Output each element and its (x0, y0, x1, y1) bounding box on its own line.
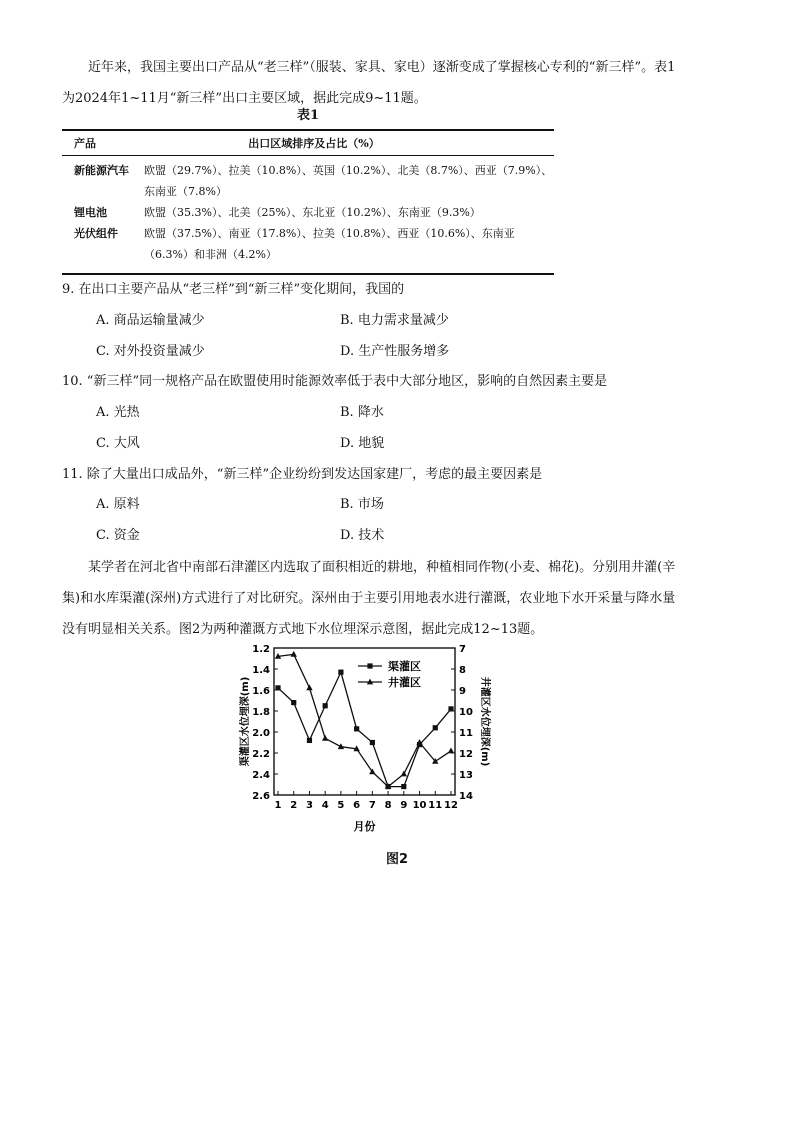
x-tick-label: 10 (412, 800, 427, 811)
left-tick-label: 1.8 (252, 707, 270, 718)
study-paragraph: 某学者在河北省中南部石津灌区内选取了面积相近的耕地，种植相同作物(小麦、棉花)。分别用井灌(辛集)和水库渠灌(深州)方式进行了对比研究。深州由于主要引用地表水进行灌溉，农业地下水开采量与降水量没有明显相关关系。图2为两种灌溉方式地下水位埋深示意图，据此完成12~13题。 (62, 560, 676, 637)
square-point (323, 703, 328, 708)
row-product: 新能源汽车 (74, 164, 129, 177)
legend-label: 渠灌区 (388, 660, 421, 673)
table-row (62, 223, 554, 265)
left-tick-label: 2.0 (252, 728, 270, 739)
triangle-point (448, 748, 454, 754)
q11-option-d[interactable]: D. 技术 (340, 528, 385, 543)
square-point (291, 700, 296, 705)
legend-square-marker (367, 663, 372, 668)
left-tick-label: 2.2 (252, 749, 270, 760)
right-ticks (451, 644, 473, 802)
x-tick-label: 12 (444, 800, 458, 811)
square-point (307, 738, 312, 743)
square-point (338, 670, 343, 675)
row-regions: 欧盟（35.3%）、北美（25%）、东北亚（10.2%）、东南亚（9.3%） (144, 206, 481, 219)
left-tick-label: 1.4 (252, 665, 270, 676)
square-point (448, 706, 453, 711)
x-tick-label: 6 (353, 800, 361, 811)
series-line-1 (278, 672, 451, 786)
x-tick-label: 7 (368, 800, 376, 811)
triangle-point (306, 685, 312, 691)
header-regions: 出口区域排序及占比（%） (248, 137, 380, 150)
right-tick-label: 11 (459, 728, 473, 739)
left-axis-label: 渠灌区水位埋深(m) (240, 676, 251, 767)
row-regions: 欧盟（29.7%）、拉美（10.8%）、英国（10.2%）、北美（8.7%）、西亚（7.9%）、东南亚（7.8%） (144, 164, 553, 198)
question-9-stem: 9. 在出口主要产品从“老三样”到“新三样”变化期间，我国的 (62, 282, 405, 297)
square-point (370, 740, 375, 745)
square-point (354, 726, 359, 731)
right-tick-label: 10 (459, 707, 473, 718)
q11-option-b[interactable]: B. 市场 (340, 497, 384, 512)
groundwater-depth-chart (230, 636, 500, 836)
chart-legend (358, 659, 421, 689)
series-lines (278, 654, 451, 786)
square-point (275, 685, 280, 690)
table-row (62, 202, 554, 223)
question-10-stem: 10. “新三样”同一规格产品在欧盟使用时能源效率低于表中大部分地区，影响的自然因素主要是 (62, 374, 608, 389)
legend-label: 井灌区 (388, 676, 421, 689)
right-tick-label: 14 (459, 791, 473, 802)
question-11-stem: 11. 除了大量出口成品外，“新三样”企业纷纷到发达国家建厂，考虑的最主要因素是 (62, 467, 543, 482)
header-product: 产品 (74, 137, 96, 150)
q9-option-c[interactable]: C. 对外投资量减少 (96, 344, 205, 359)
left-tick-label: 1.2 (252, 644, 270, 655)
right-tick-label: 9 (459, 686, 466, 697)
q10-option-a[interactable]: A. 光热 (96, 405, 140, 420)
table-caption: 表1 (296, 108, 320, 123)
triangle-point (322, 735, 328, 741)
q10-option-d[interactable]: D. 地貌 (340, 436, 385, 451)
series-line-2 (278, 654, 451, 786)
right-tick-label: 12 (459, 749, 473, 760)
q10-option-c[interactable]: C. 大风 (96, 436, 140, 451)
right-tick-label: 8 (459, 665, 466, 676)
row-product: 锂电池 (74, 206, 107, 219)
q11-option-c[interactable]: C. 资金 (96, 528, 140, 543)
q9-option-d[interactable]: D. 生产性服务增多 (340, 344, 450, 359)
square-point (433, 725, 438, 730)
x-tick-label: 1 (274, 800, 282, 811)
table-row (62, 160, 554, 202)
right-tick-label: 13 (459, 770, 473, 781)
figure-caption: 图2 (385, 852, 409, 867)
x-tick-label: 3 (305, 800, 313, 811)
left-tick-label: 2.6 (252, 791, 270, 802)
intro-paragraph: 近年来，我国主要出口产品从“老三样”（服装、家具、家电）逐渐变成了掌握核心专利的“新三样”。表1为2024年1~11月“新三样”出口主要区域，据此完成9~11题。 (62, 60, 676, 106)
x-tick-label: 8 (384, 800, 392, 811)
x-tick-label: 2 (290, 800, 298, 811)
x-tick-label: 5 (337, 800, 345, 811)
export-region-table (62, 129, 554, 275)
x-axis-label: 月份 (353, 820, 376, 833)
x-tick-label: 11 (428, 800, 443, 811)
q10-option-b[interactable]: B. 降水 (340, 405, 384, 420)
x-tick-label: 4 (321, 800, 329, 811)
q11-option-a[interactable]: A. 原料 (96, 497, 140, 512)
right-tick-label: 7 (459, 644, 466, 655)
table-header (62, 131, 554, 155)
triangle-point (401, 771, 407, 777)
row-product: 光伏组件 (74, 227, 118, 240)
row-regions: 欧盟（37.5%）、南亚（17.8%）、拉美（10.8%）、西亚（10.6%）、东南亚（6.3%）和非洲（4.2%） (144, 227, 515, 261)
square-point (401, 784, 406, 789)
x-tick-label: 9 (400, 800, 408, 811)
right-axis-label: 井灌区水位埋深(m) (479, 676, 490, 767)
q9-option-b[interactable]: B. 电力需求量减少 (340, 313, 449, 328)
left-tick-label: 2.4 (252, 770, 270, 781)
left-tick-label: 1.6 (252, 686, 270, 697)
q9-option-a[interactable]: A. 商品运输量减少 (96, 313, 205, 328)
triangle-point (291, 651, 297, 657)
x-ticks (275, 791, 458, 811)
